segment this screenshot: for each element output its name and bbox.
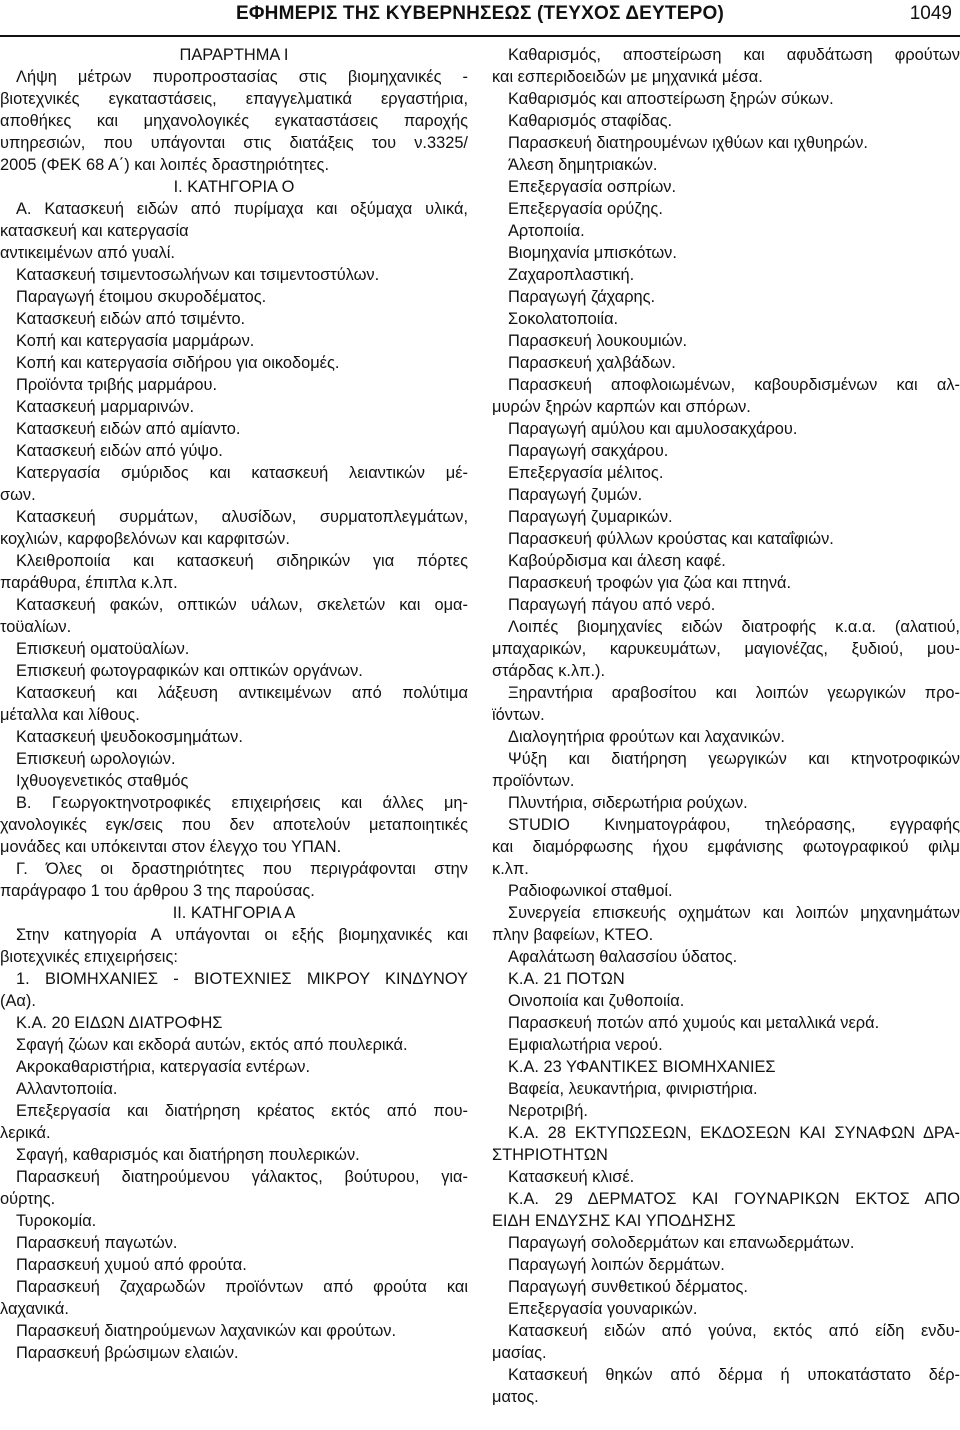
left-text-line: Κατασκευή φακών, οπτικών υάλων, σκελετών και ομα- xyxy=(16,596,468,614)
left-text-line: Ακροκαθαριστήρια, κατεργασία εντέρων. xyxy=(16,1058,311,1076)
left-text-line: λαχανικά. xyxy=(0,1300,69,1318)
left-text-line: Ι. ΚΑΤΗΓΟΡΙΑ Ο xyxy=(173,178,295,196)
right-text-line: Παρασκευή τροφών για ζώα και πτηνά. xyxy=(508,574,792,592)
left-text-line: αποθήκες και μηχανολογικές εγκαταστάσεις παροχής xyxy=(0,112,468,130)
left-text-line: ΠΑΡΑΡΤΗΜΑ Ι xyxy=(179,46,289,64)
left-text-line: Επισκευή οματοϋαλίων. xyxy=(16,640,190,658)
left-text-line: Στην κατηγορία Α υπάγονται οι εξής βιομηχανικές και xyxy=(16,926,468,944)
left-text-line: παράθυρα, έπιπλα κ.λπ. xyxy=(0,574,178,592)
page-header xyxy=(0,0,960,34)
right-text-line: Παρασκευή λουκουμιών. xyxy=(508,332,688,350)
right-text-line: προϊόντων. xyxy=(492,772,575,790)
right-text-line: Καθαρισμός, αποστείρωση και αφυδάτωση φρούτων xyxy=(508,46,960,64)
left-text-line: ΙΙ. ΚΑΤΗΓΟΡΙΑ Α xyxy=(172,904,296,922)
header-divider xyxy=(0,35,960,37)
right-text-line: Ψύξη και διατήρηση γεωργικών και κτηνοτροφικών xyxy=(508,750,960,768)
right-text-line: Νεροτριβή. xyxy=(508,1102,588,1120)
left-text-line: Κατασκευή και λάξευση αντικειμένων από πολύτιμα xyxy=(16,684,468,702)
right-text-line: Διαλογητήρια φρούτων και λαχανικών. xyxy=(508,728,785,746)
right-text-line: Παρασκευή διατηρουμένων ιχθύων και ιχθυηρών. xyxy=(508,134,868,152)
left-text-line: 2005 (ΦΕΚ 68 Α΄) και λοιπές δραστηριότητες. xyxy=(0,156,329,174)
right-text-line: Κατασκευή θηκών από δέρμα ή υποκατάστατο δέρ- xyxy=(508,1366,960,1384)
right-text-line: Κατασκευή κλισέ. xyxy=(508,1168,635,1186)
left-text-line: 1. ΒΙΟΜΗΧΑΝΙΕΣ - ΒΙΟΤΕΧΝΙΕΣ ΜΙΚΡΟΥ ΚΙΝΔΥΝΟΥ xyxy=(16,970,468,988)
right-text-line: Ξηραντήρια αραβοσίτου και λοιπών γεωργικών προ- xyxy=(508,684,960,702)
right-text-line: Κ.Α. 29 ΔΕΡΜΑΤΟΣ ΚΑΙ ΓΟΥΝΑΡΙΚΩΝ ΕΚΤΟΣ ΑΠΟ xyxy=(508,1190,960,1208)
journal-title: ΕΦΗΜΕΡΙΣ ΤΗΣ ΚΥΒΕΡΝΗΣΕΩΣ (ΤΕΥΧΟΣ ΔΕΥΤΕΡΟ) xyxy=(236,3,724,24)
left-text-line: ούρτης. xyxy=(0,1190,56,1208)
right-text-line: Παραγωγή ζυμών. xyxy=(508,486,643,504)
left-text-line: Β. Γεωργοκτηνοτροφικές επιχειρήσεις και άλλες μη- xyxy=(16,794,468,812)
left-text-line: τοϋαλίων. xyxy=(0,618,72,636)
left-text-line: Σφαγή ζώων και εκδορά αυτών, εκτός από πουλερικά. xyxy=(16,1036,408,1054)
right-text-line: Πλυντήρια, σιδερωτήρια ρούχων. xyxy=(508,794,748,812)
right-text-line: και εσπεριδοειδών με μηχανικά μέσα. xyxy=(492,68,763,86)
right-text-line: Παρασκευή χαλβάδων. xyxy=(508,354,676,372)
right-text-line: Οινοποιία και ζυθοποιία. xyxy=(508,992,685,1010)
right-text-line: Επεξεργασία ορύζης. xyxy=(508,200,663,218)
left-text-line: Παρασκευή διατηρούμενων λαχανικών και φρούτων. xyxy=(16,1322,397,1340)
left-text-line: Αλλαντοποιία. xyxy=(16,1080,118,1098)
left-text-line: (Αα). xyxy=(0,992,36,1010)
left-text-line: Παρασκευή χυμού από φρούτα. xyxy=(16,1256,247,1274)
right-text-line: ματος. xyxy=(492,1388,539,1406)
right-text-line: ϊόντων. xyxy=(492,706,545,724)
right-text-line: Παραγωγή σακχάρου. xyxy=(508,442,669,460)
left-text-line: Παρασκευή παγωτών. xyxy=(16,1234,178,1252)
left-text-line: Κοπή και κατεργασία μαρμάρων. xyxy=(16,332,255,350)
left-text-line: Επισκευή φωτογραφικών και οπτικών οργάνων. xyxy=(16,662,363,680)
left-text-line: Κατασκευή συρμάτων, αλυσίδων, συρματοπλεγμάτων, xyxy=(16,508,468,526)
right-text-line: και διαμόρφωσης ήχου εμφάνισης φωτογραφικού φιλμ xyxy=(492,838,960,856)
left-text-line: Παρασκευή βρώσιμων ελαιών. xyxy=(16,1344,239,1362)
right-text-line: Παραγωγή αμύλου και αμυλοσακχάρου. xyxy=(508,420,798,438)
left-text-line: μονάδες και υπόκεινται στον έλεγχο του ΥΠΑΝ. xyxy=(0,838,342,856)
left-text-line: Κατασκευή ειδών από αμίαντο. xyxy=(16,420,241,438)
left-text-line: βιοτεχνικές επιχειρήσεις: xyxy=(0,948,178,966)
right-text-line: μπαχαρικών, καρυκευμάτων, μαγιονέζας, ξυδιού, μου- xyxy=(492,640,960,658)
right-text-line: Παραγωγή ζυμαρικών. xyxy=(508,508,673,526)
left-text-line: Τυροκομία. xyxy=(16,1212,97,1230)
right-text-line: Άλεση δημητριακών. xyxy=(508,156,658,174)
left-text-line: Λήψη μέτρων πυροπροστασίας στις βιομηχανικές - xyxy=(16,68,468,86)
left-text-line: κοχλιών, καρφοβελόνων και καρφιτσών. xyxy=(0,530,290,548)
left-text-line: Κατασκευή ειδών από γύψο. xyxy=(16,442,223,460)
left-text-line: λερικά. xyxy=(0,1124,51,1142)
left-text-line: Επισκευή ωρολογιών. xyxy=(16,750,176,768)
right-text-line: Βαφεία, λευκαντήρια, φινιριστήρια. xyxy=(508,1080,758,1098)
left-text-line: Παρασκευή ζαχαρωδών προϊόντων από φρούτα και xyxy=(16,1278,468,1296)
right-text-line: μασίας. xyxy=(492,1344,547,1362)
left-text-line: Α. Κατασκευή ειδών από πυρίμαχα και οξύμαχα υλικά, xyxy=(16,200,468,218)
right-text-line: Καβούρδισμα και άλεση καφέ. xyxy=(508,552,726,570)
right-text-line: Αφαλάτωση θαλασσίου ύδατος. xyxy=(508,948,738,966)
right-text-line: Παραγωγή ζάχαρης. xyxy=(508,288,656,306)
right-text-line: ΕΙΔΗ ΕΝΔΥΣΗΣ ΚΑΙ ΥΠΟΔΗΣΗΣ xyxy=(492,1212,736,1230)
right-text-line: Καθαρισμός σταφίδας. xyxy=(508,112,673,130)
left-text-line: Κ.Α. 20 ΕΙΔΩΝ ΔΙΑΤΡΟΦΗΣ xyxy=(16,1014,223,1032)
left-text-line: Επεξεργασία και διατήρηση κρέατος εκτός από που- xyxy=(16,1102,468,1120)
right-text-line: Παρασκευή αποφλοιωμένων, καβουρδισμένων και αλ- xyxy=(508,376,960,394)
right-text-line: πλην βαφείων, ΚΤΕΟ. xyxy=(492,926,654,944)
left-text-line: αντικειμένων από γυαλί. xyxy=(0,244,175,262)
right-text-line: Παραγωγή λοιπών δερμάτων. xyxy=(508,1256,725,1274)
right-text-line: Παρασκευή φύλλων κρούστας και καταΐφιών. xyxy=(508,530,834,548)
left-column xyxy=(0,44,468,1364)
right-text-line: μυρών ξηρών καρπών και σπόρων. xyxy=(492,398,751,416)
right-text-line: Βιομηχανία μπισκότων. xyxy=(508,244,677,262)
left-text-line: Προϊόντα τριβής μαρμάρου. xyxy=(16,376,218,394)
left-text-line: Κατασκευή τσιμεντοσωλήνων και τσιμεντοστύλων. xyxy=(16,266,380,284)
left-text-line: χανολογικές εγκ/σεις που δεν αποτελούν μεταποιητικές xyxy=(0,816,468,834)
left-text-line: Παραγωγή έτοιμου σκυροδέματος. xyxy=(16,288,267,306)
right-text-line: Επεξεργασία γουναρικών. xyxy=(508,1300,698,1318)
right-text-line: Λοιπές βιομηχανίες ειδών διατροφής κ.α.α. (αλατιού, xyxy=(508,618,960,636)
right-text-line: κ.λπ. xyxy=(492,860,529,878)
right-text-line: Καθαρισμός και αποστείρωση ξηρών σύκων. xyxy=(508,90,834,108)
right-text-line: Παρασκευή ποτών από χυμούς και μεταλλικά νερά. xyxy=(508,1014,880,1032)
right-text-line: Επεξεργασία οσπρίων. xyxy=(508,178,677,196)
right-text-line: Ζαχαροπλαστική. xyxy=(508,266,635,284)
left-text-line: Ιχθυογενετικός σταθμός xyxy=(16,772,189,790)
right-text-line: Εμφιαλωτήρια νερού. xyxy=(508,1036,663,1054)
right-text-line: Παραγωγή συνθετικού δέρματος. xyxy=(508,1278,748,1296)
left-text-line: Κατασκευή ειδών από τσιμέντο. xyxy=(16,310,246,328)
left-text-line: κατασκευή και κατεργασία xyxy=(0,222,189,240)
right-text-line: Αρτοποιία. xyxy=(508,222,585,240)
left-text-line: Κατασκευή ψευδοκοσμημάτων. xyxy=(16,728,243,746)
left-text-line: παράγραφο 1 του άρθρου 3 της παρούσας. xyxy=(0,882,315,900)
right-text-line: Παραγωγή σολοδερμάτων και επανωδερμάτων. xyxy=(508,1234,855,1252)
right-text-line: Παραγωγή πάγου από νερό. xyxy=(508,596,716,614)
right-column xyxy=(492,44,960,1408)
left-text-line: Κατασκευή μαρμαρινών. xyxy=(16,398,195,416)
right-text-line: Σοκολατοποιία. xyxy=(508,310,619,328)
page-number: 1049 xyxy=(909,3,952,24)
left-text-line: Παρασκευή διατηρούμενου γάλακτος, βούτυρου, για- xyxy=(16,1168,468,1186)
left-text-line: Σφαγή, καθαρισμός και διατήρηση πουλερικών. xyxy=(16,1146,360,1164)
right-text-line: Επεξεργασία μέλιτος. xyxy=(508,464,664,482)
right-text-line: Κ.Α. 21 ΠΟΤΩΝ xyxy=(508,970,625,988)
right-text-line: στάρδας κ.λπ.). xyxy=(492,662,606,680)
left-text-line: σων. xyxy=(0,486,36,504)
right-text-line: Ραδιοφωνικοί σταθμοί. xyxy=(508,882,673,900)
left-text-line: υπηρεσιών, που υπάγονται στις διατάξεις του ν.3325/ xyxy=(0,134,468,152)
left-text-line: Γ. Όλες οι δραστηριότητες που περιγράφονται στην xyxy=(16,860,468,878)
right-text-line: Κ.Α. 23 ΥΦΑΝΤΙΚΕΣ ΒΙΟΜΗΧΑΝΙΕΣ xyxy=(508,1058,776,1076)
left-text-line: Κοπή και κατεργασία σιδήρου για οικοδομές. xyxy=(16,354,340,372)
left-text-line: Κλειθροποιία και κατασκευή σιδηρικών για πόρτες xyxy=(16,552,468,570)
right-text-line: Συνεργεία επισκευής οχημάτων και λοιπών μηχανημάτων xyxy=(508,904,960,922)
left-text-line: βιοτεχνικές εγκαταστάσεις, επαγγελματικά εργαστήρια, xyxy=(0,90,468,108)
right-text-line: Κ.Α. 28 ΕΚΤΥΠΩΣΕΩΝ, ΕΚΔΟΣΕΩΝ ΚΑΙ ΣΥΝΑΦΩΝ ΔΡΑ- xyxy=(508,1124,960,1142)
left-text-line: Κατεργασία σμύριδος και κατασκευή λειαντικών μέ- xyxy=(16,464,468,482)
right-text-line: ΣΤΗΡΙΟΤΗΤΩΝ xyxy=(492,1146,608,1164)
right-text-line: Κατασκευή ειδών από γούνα, εκτός από είδη ενδυ- xyxy=(508,1322,960,1340)
left-text-line: μέταλλα και λίθους. xyxy=(0,706,140,724)
right-text-line: STUDIO Κινηματογράφου, τηλεόρασης, εγγραφής xyxy=(508,816,960,834)
